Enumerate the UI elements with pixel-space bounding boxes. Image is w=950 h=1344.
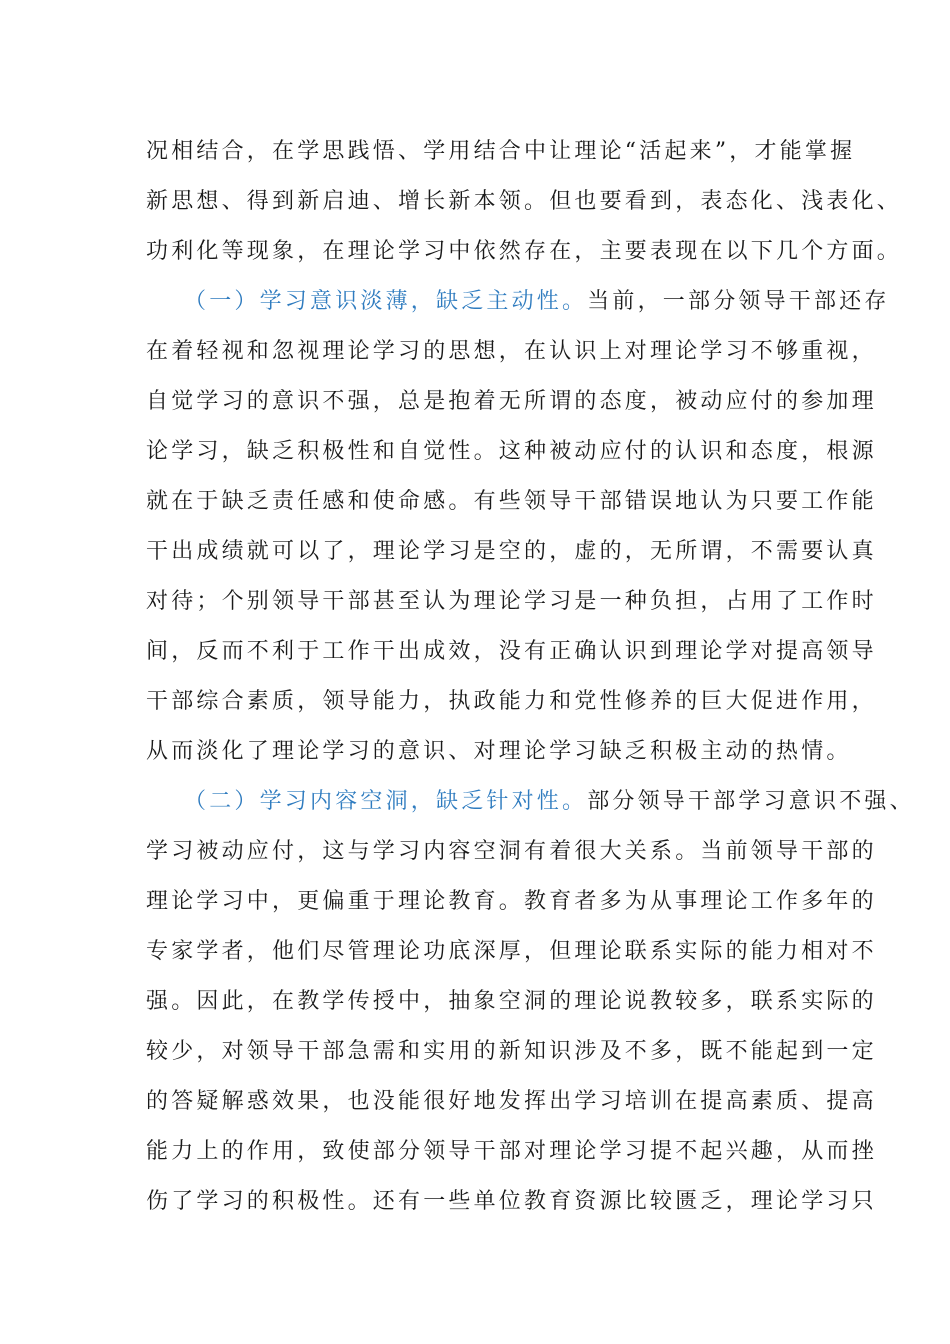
paragraph-line: 从而淡化了理论学习的意识、对理论学习缺乏积极主动的热情。 [146,739,852,764]
paragraph-line: 在着轻视和忽视理论学习的思想，在认识上对理论学习不够重视， [146,339,877,364]
paragraph-line: 干出成绩就可以了，理论学习是空的，虚的，无所谓，不需要认真 [146,539,877,564]
paragraph-line: 专家学者，他们尽管理论功底深厚，但理论联系实际的能力相对不 [146,939,877,964]
paragraph-line: 对待；个别领导干部甚至认为理论学习是一种负担，占用了工作时 [146,589,877,614]
paragraph-line: 况相结合，在学思践悟、学用结合中让理论“活起来”，才能掌握 [146,139,856,164]
section-2-first-line [184,787,915,817]
paragraph-line: 功利化等现象，在理论学习中依然存在，主要表现在以下几个方面。 [146,239,903,264]
section-1-first-line-text: 当前，一部分领导干部还存 [587,289,890,314]
paragraph-line: 自觉学习的意识不强，总是抱着无所谓的态度，被动应付的参加理 [146,389,877,414]
section-1-heading: （一）学习意识淡薄，缺乏主动性。 [184,289,588,314]
paragraph-line: 较少，对领导干部急需和实用的新知识涉及不多，既不能起到一定 [146,1039,877,1064]
paragraph-line: 伤了学习的积极性。还有一些单位教育资源比较匮乏，理论学习只 [146,1189,877,1214]
paragraph-line: 新思想、得到新启迪、增长新本领。但也要看到，表态化、浅表化、 [146,189,903,214]
section-1-first-line [184,287,890,317]
section-2-first-line-text: 部分领导干部学习意识不强、 [587,789,915,814]
paragraph-line: 理论学习中，更偏重于理论教育。教育者多为从事理论工作多年的 [146,889,877,914]
paragraph-line: 论学习，缺乏积极性和自觉性。这种被动应付的认识和态度，根源 [146,439,877,464]
paragraph-line: 干部综合素质，领导能力，执政能力和党性修养的巨大促进作用， [146,689,877,714]
section-2-heading: （二）学习内容空洞，缺乏针对性。 [184,789,588,814]
paragraph-line: 就在于缺乏责任感和使命感。有些领导干部错误地认为只要工作能 [146,489,877,514]
paragraph-line: 学习被动应付，这与学习内容空洞有着很大关系。当前领导干部的 [146,839,877,864]
paragraph-line: 间，反而不利于工作干出成效，没有正确认识到理论学对提高领导 [146,639,877,664]
paragraph-line: 强。因此，在教学传授中，抽象空洞的理论说教较多，联系实际的 [146,989,877,1014]
paragraph-line: 的答疑解惑效果，也没能很好地发挥出学习培训在提高素质、提高 [146,1089,877,1114]
paragraph-line: 能力上的作用，致使部分领导干部对理论学习提不起兴趣，从而挫 [146,1139,877,1164]
